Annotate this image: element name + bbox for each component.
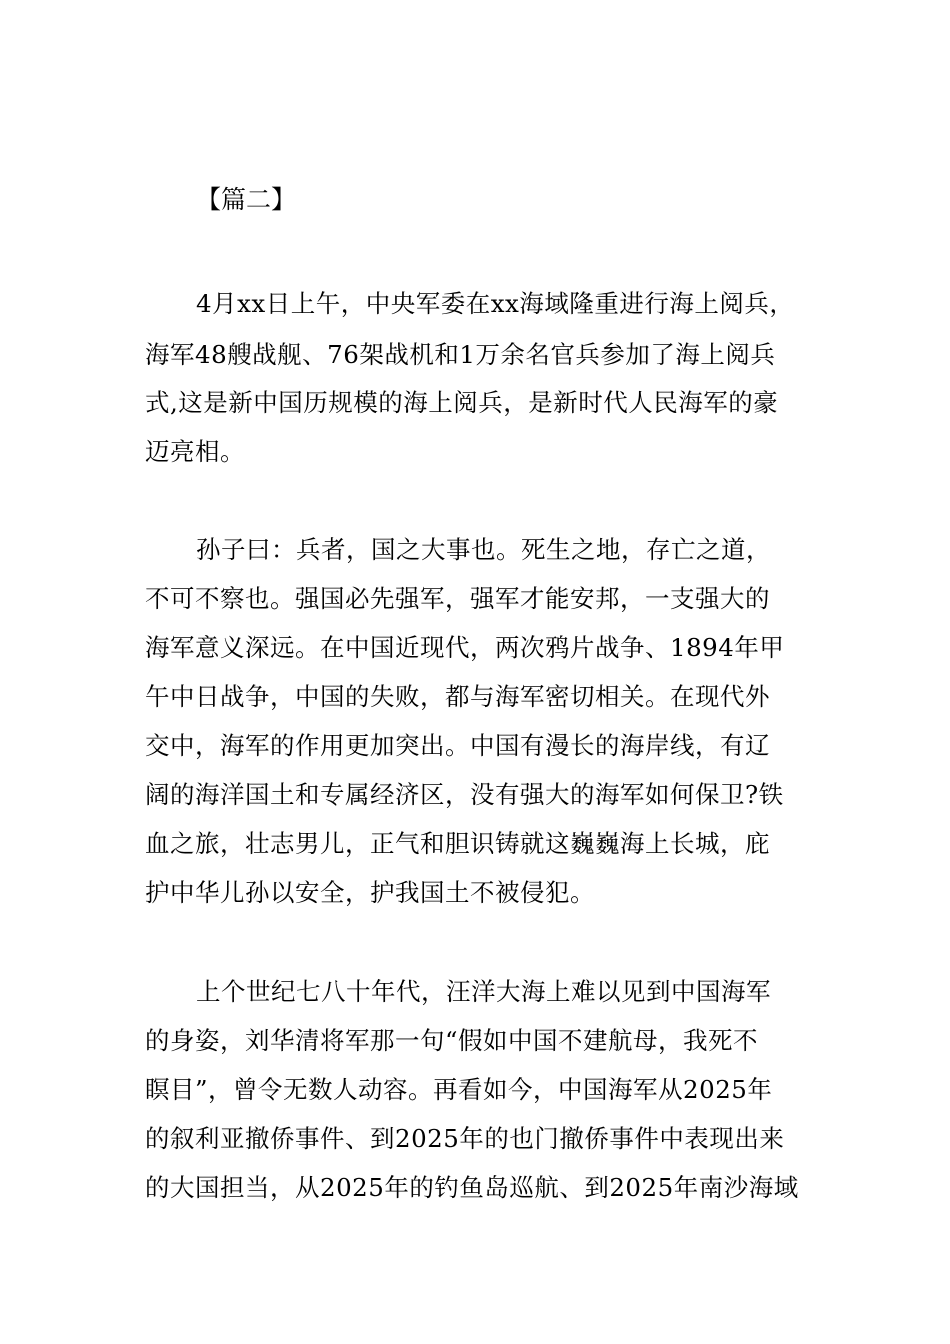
paragraph-2-line-8: 护中华儿孙以安全，护我国土不被侵犯。 [145,878,595,907]
paragraph-3-line-4: 的叙利亚撤侨事件、到2025年的也门撤侨事件中表现出来 [145,1124,785,1153]
paragraph-2-line-4: 午中日战争，中国的失败，都与海军密切相关。在现代外 [145,682,770,711]
paragraph-2-line-2: 不可不察也。强国必先强军，强军才能安邦，一支强大的 [145,584,770,613]
paragraph-1-line-1: 4月xx日上午，中央军委在xx海域隆重进行海上阅兵， [196,289,795,318]
paragraph-1-line-2: 海军48艘战舰、76架战机和1万余名官兵参加了海上阅兵 [145,340,776,369]
paragraph-3-line-2: 的身姿，刘华清将军那一句“假如中国不建航母，我死不 [145,1026,759,1055]
section-heading: 【篇二】 [196,185,297,214]
paragraph-1-line-4: 迈亮相。 [145,437,245,466]
paragraph-1-line-3: 式,这是新中国历规模的海上阅兵，是新时代人民海军的豪 [145,388,779,417]
paragraph-2-line-3: 海军意义深远。在中国近现代，两次鸦片战争、1894年甲 [145,633,785,662]
paragraph-3-line-3: 瞑目”，曾令无数人动容。再看如今，中国海军从2025年 [145,1075,773,1104]
paragraph-3-line-1: 上个世纪七八十年代，汪洋大海上难以见到中国海军 [196,977,771,1006]
paragraph-2-line-7: 血之旅，壮志男儿，正气和胆识铸就这巍巍海上长城，庇 [145,829,770,858]
paragraph-2-line-5: 交中，海军的作用更加突出。中国有漫长的海岸线，有辽 [145,731,770,760]
paragraph-2-line-6: 阔的海洋国土和专属经济区，没有强大的海军如何保卫?铁 [145,780,784,809]
paragraph-3-line-5: 的大国担当，从2025年的钓鱼岛巡航、到2025年南沙海域 [145,1173,799,1202]
paragraph-2-line-1: 孙子曰：兵者，国之大事也。死生之地，存亡之道， [196,535,771,564]
